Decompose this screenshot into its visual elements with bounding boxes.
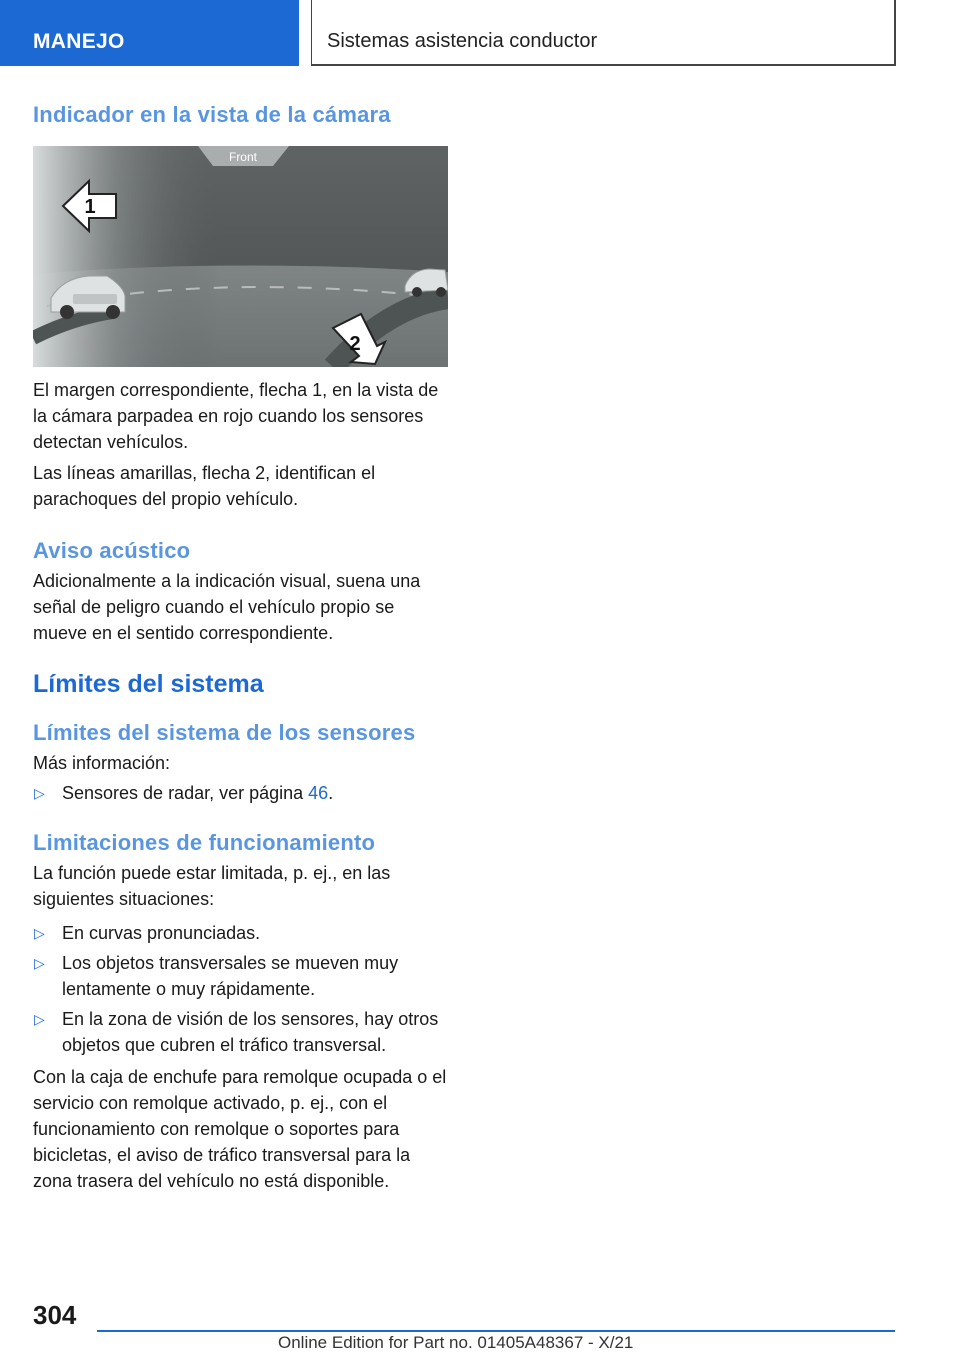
system-limits-heading: Límites del sistema — [33, 670, 264, 698]
list-item-text: Los objetos transversales se mueven muy lentamente o muy rápidamente. — [62, 953, 399, 999]
triangle-bullet-icon: ▷ — [34, 785, 45, 801]
triangle-bullet-icon: ▷ — [34, 1011, 45, 1027]
chapter-title-box — [311, 0, 896, 66]
list-item — [33, 950, 448, 1002]
triangle-bullet-icon: ▷ — [34, 955, 45, 971]
list-item — [33, 780, 448, 806]
sensor-limits-paragraph: Más información: — [33, 753, 171, 773]
chapter-title: Sistemas asistencia conductor — [327, 30, 598, 52]
camera-paragraph-2: Las líneas amarillas, flecha 2, identifican el parachoques del propio vehículo. — [33, 463, 376, 509]
page-number: 304 — [33, 1300, 77, 1330]
section-label: MANEJO — [33, 30, 125, 53]
list-item-text: Sensores de radar, ver página — [62, 783, 309, 803]
list-item — [33, 920, 448, 946]
list-item — [33, 1006, 448, 1058]
sensor-list — [33, 780, 448, 806]
chapter-tab — [0, 0, 299, 66]
func-limits-paragraph: La función puede estar limitada, p. ej., en las siguientes situaciones: — [33, 863, 391, 909]
triangle-bullet-icon: ▷ — [34, 925, 45, 941]
acoustic-heading: Aviso acústico — [33, 538, 191, 563]
callout-2: 2 — [349, 333, 361, 355]
footer-divider — [97, 1330, 895, 1332]
list-item-text: En la zona de visión de los sensores, hay otros objetos que cubren el tráfico transversal. — [62, 1009, 439, 1055]
list-item-suffix: . — [328, 783, 334, 803]
acoustic-paragraph: Adicionalmente a la indicación visual, suena una señal de peligro cuando el vehículo propio se mueve en el sentido correspondiente. — [33, 571, 421, 643]
page-link[interactable]: 46 — [308, 783, 329, 803]
sensor-limits-heading: Límites del sistema de los sensores — [33, 720, 416, 745]
list-item-text: En curvas pronunciadas. — [62, 923, 261, 943]
camera-indicator-heading: Indicador en la vista de la cámara — [33, 102, 391, 127]
callout-1: 1 — [84, 196, 96, 218]
trailer-paragraph: Con la caja de enchufe para remolque ocupada o el servicio con remolque activado, p. ej., con el funcionamiento con remolque o soportes para bicicletas, el aviso de tráfico transversal para la zona trasera del vehículo no está disponible. — [33, 1067, 447, 1191]
main-column — [33, 100, 448, 1194]
edition-footer: Online Edition for Part no. 01405A48367 - X/21 — [278, 1333, 634, 1352]
func-list — [33, 920, 448, 1058]
front-label: Front — [228, 150, 258, 164]
camera-paragraph-1: El margen correspondiente, flecha 1, en la vista de la cámara parpadea en rojo cuando los sensores detectan vehículos. — [33, 380, 439, 452]
func-limits-heading: Limitaciones de funcionamiento — [33, 830, 376, 855]
camera-view-image — [33, 146, 448, 367]
